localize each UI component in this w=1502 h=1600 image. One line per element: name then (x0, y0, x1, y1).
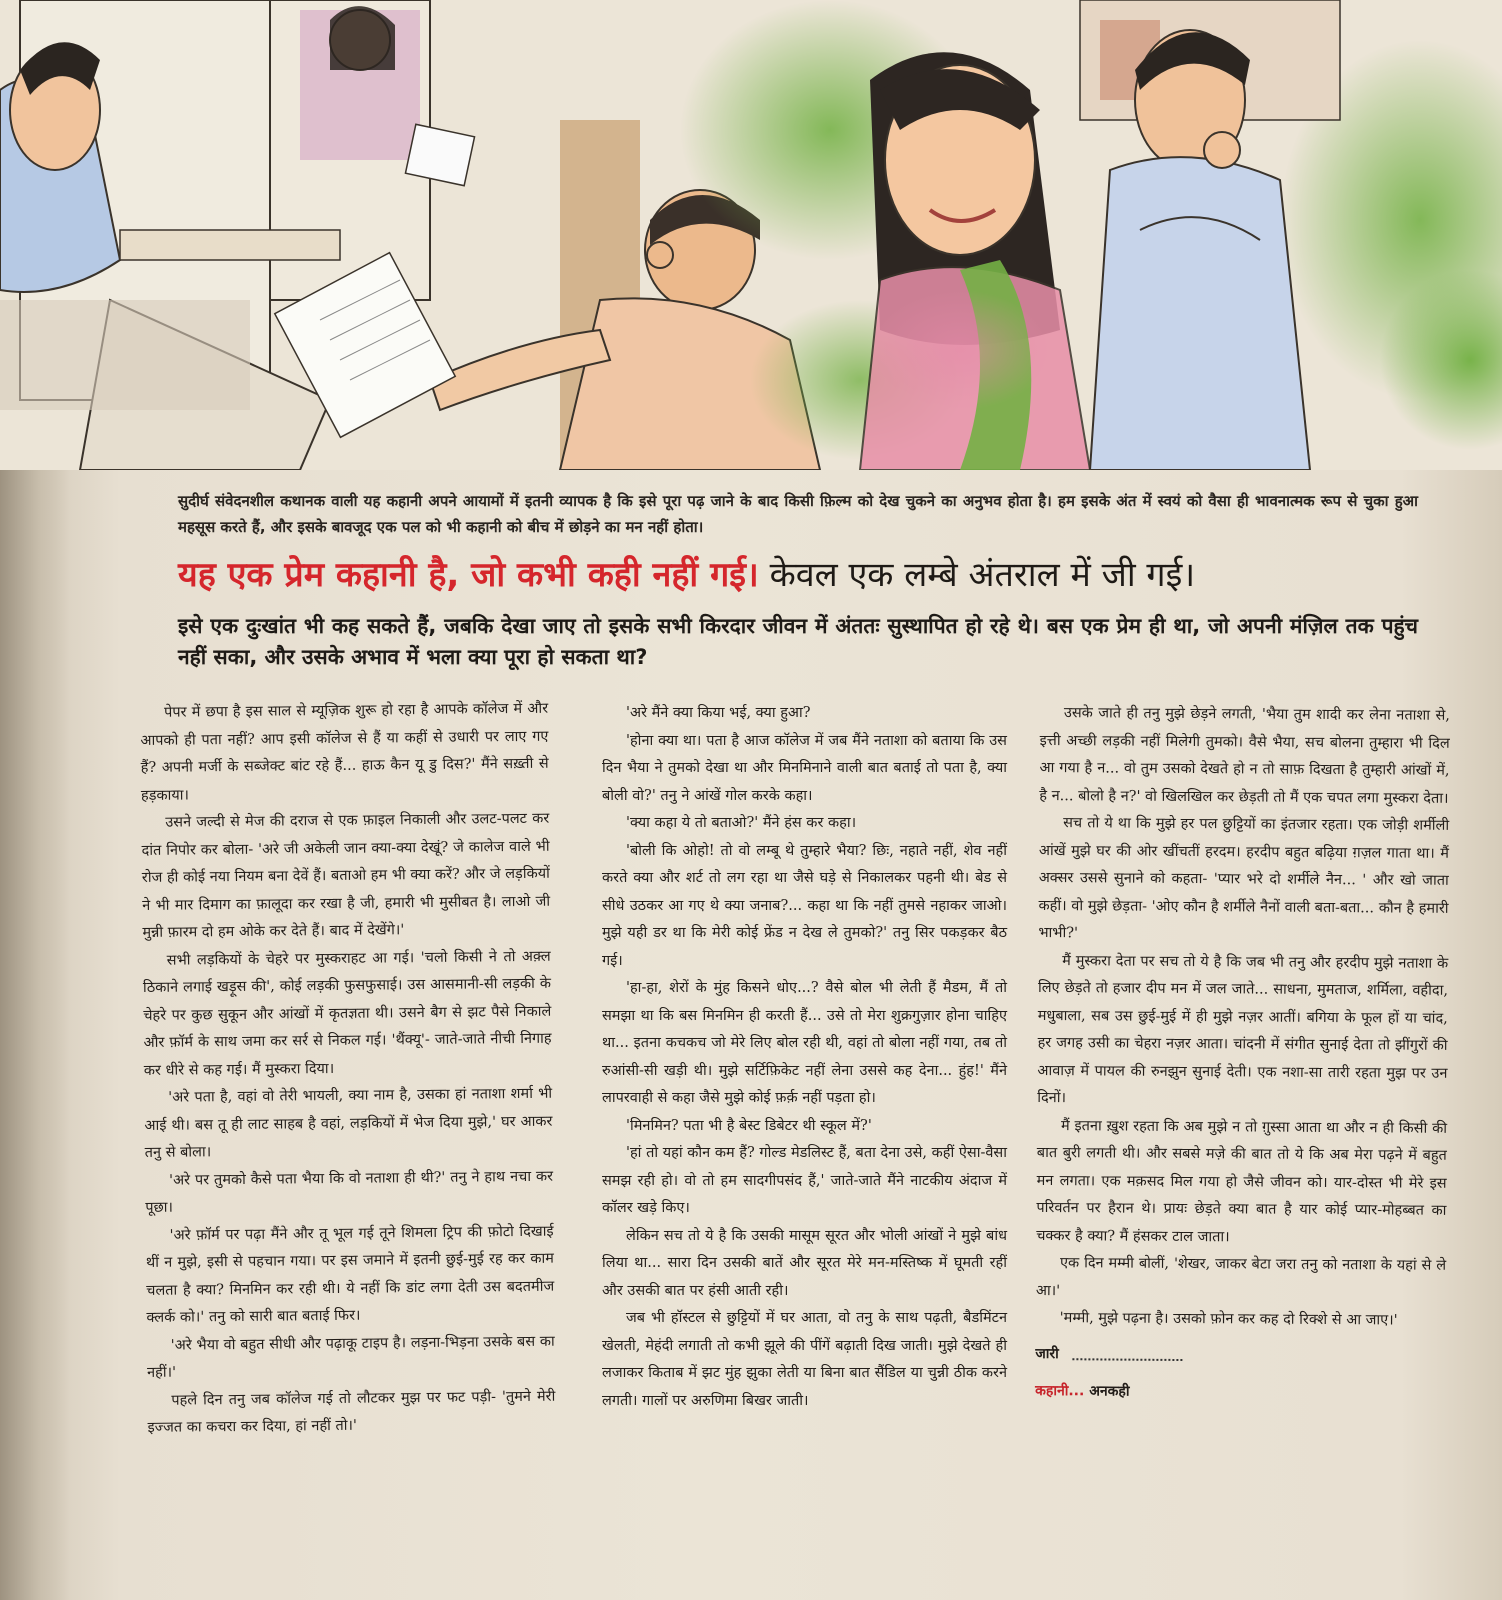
paragraph: 'मिनमिन? पता भी है बेस्ट डिबेटर थी स्कूल में?' (626, 1117, 872, 1134)
paragraph: पेपर में छपा है इस साल से म्यूज़िक शुरू हो रहा है आपके कॉलेज में और आपको ही पता नहीं? आप इसी कॉलेज से हैं या कहीं से उधारी पर लाए गए हैं? अपनी मर्जी के सब्जेक्ट बांट रहे हैं... हाऊ कैन यू डु दिस?' मैंने सख़्ती से हड़काया। (140, 700, 549, 804)
story-tag-red: कहानी... (1035, 1382, 1085, 1400)
paragraph: उसके जाते ही तनु मुझे छेड़ने लगती, 'भैया तुम शादी कर लेना नताशा से, इत्ती अच्छी लड़की नहीं मिलेगी तुमको। वैसे भैया, सच बोलना तुम्हारा भी दिल आ गया है न... वो तुम उसको देखते हो न तो साफ़ दिखता है तुम्हारी आंखों में, है न... बोलो है न?' वो खिलखिल कर छेड़ती तो मैं एक चपत लगा मुस्करा देता। (1039, 705, 1450, 807)
headline-red: यह एक प्रेम कहानी है, जो कभी कही नहीं गई। (178, 555, 759, 595)
paragraph: 'हा-हा, शेरों के मुंह किसने धोए...? वैसे बोल भी लेती हैं मैडम, मैं तो समझा था कि बस मिनमिन ही करती हैं... उसे तो मेरा शुक्रगुज़ार होना चाहिए था... इतना कचकच जो मेरे लिए बोल रही थी, वहां तो बोला नहीं गया, तब तो रुआंसी-सी खड़ी थी। मुझे सर्टिफ़िकेट नहीं लेना उससे कह देना... हुंह!' मैंने लापरवाही से कहा जैसे मुझे कोई फ़र्क़ नहीं पड़ता हो। (602, 980, 1007, 1106)
paragraph: 'बोली कि ओहो! तो वो लम्बू थे तुम्हारे भैया? छिः, नहाते नहीं, शेव नहीं करते क्या और शर्ट तो लग रहा था जैसे घड़े से निकालकर पहनी थी। बेड से सीधे उठकर आ गए थे क्या जनाब?... कहा था कि नहीं तुमसे नहाकर जाओ। मुझे यही डर था कि मेरी कोई फ्रेंड न देख ले तुमको?' तनु सिर पकड़कर बैठ गई। (602, 842, 1007, 969)
paragraph: 'अरे भैया वो बहुत सीधी और पढ़ाकू टाइप है। लड़ना-भिड़ना उसके बस का नहीं।' (146, 1333, 555, 1381)
paragraph: 'अरे पता है, वहां वो तेरी भायली, क्या नाम है, उसका हां नताशा शर्मा भी आई थी। बस तू ही लाट साहब है वहां, लड़कियों में भेज दिया मुझे,' घर आकर तनु से बोला। (144, 1085, 553, 1161)
story-subhead: इसे एक दुःखांत भी कह सकते हैं, जबकि देखा जाए तो इसके सभी किरदार जीवन में अंततः सुस्थापित हो रहे थे। बस एक प्रेम ही था, जो अपनी मंज़िल तक पहुंच नहीं सका, और उसके अभाव में भला क्या पूरा हो सकता था? (178, 614, 1418, 669)
paragraph: मैं मुस्करा देता पर सच तो ये है कि जब भी तनु और हरदीप मुझे नताशा के लिए छेड़ते तो हजार दीप मन में जल जाते... साधना, मुमताज, शर्मिला, वहीदा, मधुबाला, सब उस छुई-मुई में ही मुझे नज़र आतीं। बगिया के फूल हों या चांद, हर जगह उसी का चेहरा नज़र आता। चांदनी में संगीत सुनाई देता तो झींगुरों की आवाज़ में पायल की रुनझुन सुनाई देती। एक नशा-सा तारी रहता मुझ पर उन दिनों। (1037, 952, 1449, 1107)
paragraph: उसने जल्दी से मेज की दराज से एक फ़ाइल निकाली और उलट-पलट कर दांत निपोर कर बोला- 'अरे जी अकेली जान क्या-क्या देखूं? जे कालेज वाले भी रोज ही कोई नया नियम बना देवें हैं। बताओ हम भी क्या करें? और जे लड़कियों ने भी मार दिमाग का फ़ालूदा कर रखा है जी, हमारी भी मुसीबत है। लाओ जी मुन्नी फ़ारम दो हम ओके कर देते हैं। बाद में देखेंगे।' (141, 810, 551, 941)
text-column-2 (602, 700, 1007, 1415)
story-intro: सुदीर्घ संवेदनशील कथानक वाली यह कहानी अपने आयामों में इतनी व्यापक है कि इसे पूरा पढ़ जाने के बाद किसी फ़िल्म को देख चुकने का अनुभव होता है। हम इसके अंत में स्वयं को वैसा ही भावनात्मक रूप से चुका हुआ महसूस करते हैं, और इसके बावजूद एक पल को भी कहानी को बीच में छोड़ने का मन नहीं होता। (178, 492, 1418, 536)
paragraph: पहले दिन तनु जब कॉलेज गई तो लौटकर मुझ पर फट पड़ी- 'तुमने मेरी इज्जत का कचरा कर दिया, हां नहीं तो।' (147, 1388, 556, 1436)
headline-black: केवल एक लम्बे अंतराल में जी गई। (758, 555, 1196, 595)
dotted-rule (1073, 1348, 1183, 1361)
paragraph: एक दिन मम्मी बोलीं, 'शेखर, जाकर बेटा जरा तनु को नताशा के यहां से ले आ।' (1035, 1255, 1447, 1299)
continued-label: जारी (1035, 1345, 1059, 1362)
paragraph: 'अरे पर तुमको कैसे पता भैया कि वो नताशा ही थी?' तनु ने हाथ नचा कर पूछा। (145, 1168, 554, 1216)
paragraph: 'क्या कहा ये तो बताओ?' मैंने हंस कर कहा। (626, 815, 857, 831)
text-column-3 (1035, 700, 1450, 1408)
story-headline (178, 553, 1458, 597)
paragraph: मैं इतना ख़ुश रहता कि अब मुझे न तो ग़ुस्सा आता था और न ही किसी की बात बुरी लगती थी। और सबसे मज़े की बात तो ये कि अब मेरा पढ़ने में बहुत मन लगता। एक मक़सद मिल गया हो जैसे जीवन को। यार-दोस्त भी मेरे इस परिवर्तन पर हैरान थे। प्रायः छेड़ते क्या बात है यार कोई प्यार-मोहब्बत का चक्कर है क्या? मैं हंसकर टाल जाता। (1036, 1117, 1448, 1245)
story-tag (1035, 1378, 1445, 1408)
paragraph: 'मम्मी, मुझे पढ़ना है। उसको फ़ोन कर कह दो रिक्शे से आ जाए।' (1059, 1310, 1398, 1329)
story-illustration (0, 0, 1502, 470)
paragraph: 'होना क्या था। पता है आज कॉलेज में जब मैंने नताशा को बताया कि उस दिन भैया ने तुमको देखा था और मिनमिनाने वाली बात बताई तो पता है, क्या बोली वो?' तनु ने आंखें गोल करके कहा। (602, 732, 1007, 804)
paragraph: जब भी हॉस्टल से छुट्टियों में घर आता, वो तनु के साथ पढ़ती, बैडमिंटन खेलती, मेहंदी लगाती तो कभी झूले की पींगें बढ़ाती दिख जाती। मुझे देखते ही लजाकर किताब में झट मुंह झुका लेती या बिना बात सैंडिल या चुन्नी ठीक करने लगती। गालों पर अरुणिमा बिखर जाती। (602, 1310, 1007, 1409)
paragraph: सच तो ये था कि मुझे हर पल छुट्टियों का इंतजार रहता। एक जोड़ी शर्मीली आंखें मुझे घर की ओर खींचतीं हरदम। हरदीप बहुत बढ़िया ग़ज़ल गाता था। मैं अक्सर उससे सुनाने को कहता- 'प्यार भरे दो शर्मीले नैन... ' और खो जाता कहीं। वो मुझे छेड़ता- 'ओए कौन है शर्मीले नैनों वाली बता-बता... कौन है हमारी भाभी?' (1038, 815, 1450, 942)
paragraph: 'हां तो यहां कौन कम हैं? गोल्ड मेडलिस्ट हैं, बता देना उसे, कहीं ऐसा-वैसा समझ रही हो। वो तो हम सादगीपसंद हैं,' जाते-जाते मैंने नाटकीय अंदाज में कॉलर खड़े किए। (602, 1145, 1007, 1216)
text-column-1 (140, 696, 556, 1443)
story-tag-black: अनकही (1084, 1383, 1130, 1400)
paragraph: 'अरे मैंने क्या किया भई, क्या हुआ? (626, 705, 811, 721)
continued-marker (1035, 1340, 1445, 1370)
paragraph: 'अरे फ़ॉर्म पर पढ़ा मैंने और तू भूल गई तूने शिमला ट्रिप की फ़ोटो दिखाई थीं न मुझे, इसी से पहचान गया। पर इस जमाने में इतनी छुई-मुई रह कर काम चलता है क्या? मिनमिन कर रही थी। ये नहीं कि डांट लगा देती उस बदतमीज क्लर्क को।' तनु को सारी बात बताई फिर। (145, 1223, 555, 1326)
paragraph: सभी लड़कियों के चेहरे पर मुस्कराहट आ गई। 'चलो किसी ने तो अक़्ल ठिकाने लगाई खड़ूस की', कोई लड़की फुसफुसाई। उस आसमानी-सी लड़की के चेहरे पर कुछ सुकून और आंखों में कृतज्ञता थी। उसने बैग से झट पैसे निकाले और फ़ॉर्म के साथ जमा कर सर्र से निकल गई। 'थैंक्यू'- जाते-जाते नीची निगाह कर धीरे से कह गई। मैं मुस्करा दिया। (142, 948, 552, 1079)
paragraph: लेकिन सच तो ये है कि उसकी मासूम सूरत और भोली आंखों ने मुझे बांध लिया था... सारा दिन उसकी बातें और सूरत मेरे मन-मस्तिष्क में घूमती रहीं और उसकी बात पर हंसी आती रही। (602, 1227, 1007, 1299)
